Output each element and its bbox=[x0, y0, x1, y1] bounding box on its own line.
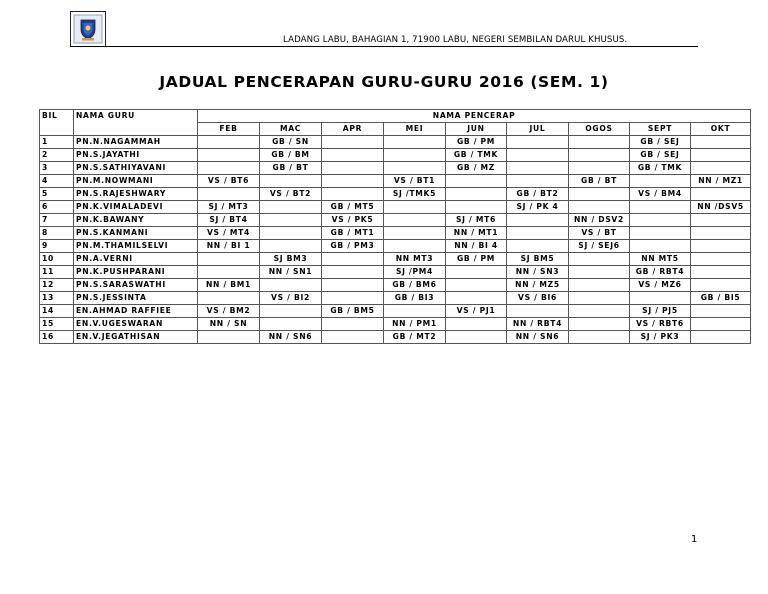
observer-cell: GB / BT2 bbox=[507, 188, 569, 201]
column-header-month: MAC bbox=[260, 123, 322, 136]
observer-cell: NN / SN3 bbox=[507, 266, 569, 279]
observer-cell: NN / PM1 bbox=[384, 318, 446, 331]
observer-cell bbox=[322, 279, 384, 292]
observer-cell bbox=[691, 136, 751, 149]
observer-cell bbox=[691, 227, 751, 240]
teacher-name-cell: PN.K.BAWANY bbox=[74, 214, 198, 227]
row-number-cell: 16 bbox=[40, 331, 74, 344]
observer-cell: VS / BM4 bbox=[630, 188, 691, 201]
observer-cell bbox=[630, 214, 691, 227]
observer-cell: SJ / PK 4 bbox=[507, 201, 569, 214]
table-row bbox=[40, 162, 751, 175]
table-row bbox=[40, 266, 751, 279]
observer-cell: VS / PK5 bbox=[322, 214, 384, 227]
column-header-month: MEI bbox=[384, 123, 446, 136]
observer-cell: SJ / MT6 bbox=[446, 214, 507, 227]
teacher-name-cell: PN.S.RAJESHWARY bbox=[74, 188, 198, 201]
observer-cell: VS / MZ6 bbox=[630, 279, 691, 292]
row-number-cell: 12 bbox=[40, 279, 74, 292]
observer-cell bbox=[446, 201, 507, 214]
observer-cell bbox=[198, 162, 260, 175]
observer-cell: VS / BI2 bbox=[260, 292, 322, 305]
teacher-name-cell: EN.AHMAD RAFFIEE bbox=[74, 305, 198, 318]
observer-cell: NN MT5 bbox=[630, 253, 691, 266]
observer-cell: SJ / SEJ6 bbox=[569, 240, 630, 253]
observer-cell bbox=[446, 266, 507, 279]
observer-cell bbox=[198, 266, 260, 279]
observer-cell bbox=[691, 188, 751, 201]
teacher-name-cell: PN.K.VIMALADEVI bbox=[74, 201, 198, 214]
observer-cell bbox=[569, 201, 630, 214]
observer-cell bbox=[507, 227, 569, 240]
observer-cell bbox=[691, 240, 751, 253]
row-number-cell: 8 bbox=[40, 227, 74, 240]
observer-cell: SJ BM5 bbox=[507, 253, 569, 266]
observer-cell bbox=[691, 318, 751, 331]
column-header-name: NAMA GURU bbox=[74, 110, 198, 136]
observer-cell: GB / BI5 bbox=[691, 292, 751, 305]
row-number-cell: 15 bbox=[40, 318, 74, 331]
observer-cell bbox=[569, 292, 630, 305]
observer-cell bbox=[630, 175, 691, 188]
observer-cell: NN / BI 4 bbox=[446, 240, 507, 253]
row-number-cell: 13 bbox=[40, 292, 74, 305]
column-header-group: NAMA PENCERAP bbox=[198, 110, 751, 123]
observer-cell bbox=[384, 240, 446, 253]
observer-cell bbox=[322, 162, 384, 175]
observer-cell bbox=[569, 266, 630, 279]
row-number-cell: 11 bbox=[40, 266, 74, 279]
teacher-name-cell: PN.S.JESSINTA bbox=[74, 292, 198, 305]
table-row bbox=[40, 175, 751, 188]
teacher-name-cell: PN.M.THAMILSELVI bbox=[74, 240, 198, 253]
observer-cell: NN / BM1 bbox=[198, 279, 260, 292]
teacher-name-cell: PN.S.SARASWATHI bbox=[74, 279, 198, 292]
observer-cell bbox=[691, 266, 751, 279]
observer-cell bbox=[691, 305, 751, 318]
observer-cell: NN / MT1 bbox=[446, 227, 507, 240]
school-crest-logo bbox=[70, 11, 106, 47]
column-header-month: OGOS bbox=[569, 123, 630, 136]
observer-cell bbox=[198, 149, 260, 162]
observer-cell bbox=[384, 214, 446, 227]
observer-cell: SJ /PM4 bbox=[384, 266, 446, 279]
observer-cell bbox=[322, 175, 384, 188]
observer-cell bbox=[507, 162, 569, 175]
observer-cell bbox=[507, 136, 569, 149]
observer-cell bbox=[446, 279, 507, 292]
header-divider bbox=[70, 46, 698, 47]
row-number-cell: 9 bbox=[40, 240, 74, 253]
row-number-cell: 6 bbox=[40, 201, 74, 214]
observer-cell: NN / SN bbox=[198, 318, 260, 331]
observer-cell: GB / TMK bbox=[446, 149, 507, 162]
table-body bbox=[40, 136, 751, 344]
row-number-cell: 5 bbox=[40, 188, 74, 201]
observer-cell: SJ /TMK5 bbox=[384, 188, 446, 201]
column-header-month: JUN bbox=[446, 123, 507, 136]
observer-cell bbox=[384, 136, 446, 149]
page-number: 1 bbox=[691, 534, 698, 545]
observer-cell: GB / SEJ bbox=[630, 136, 691, 149]
observer-cell bbox=[507, 240, 569, 253]
observer-cell bbox=[384, 305, 446, 318]
observer-cell: NN / RBT4 bbox=[507, 318, 569, 331]
observer-cell: GB / MT2 bbox=[384, 331, 446, 344]
observer-cell bbox=[260, 175, 322, 188]
observer-cell: NN / SN1 bbox=[260, 266, 322, 279]
teacher-name-cell: PN.K.PUSHPARANI bbox=[74, 266, 198, 279]
observer-cell bbox=[446, 318, 507, 331]
table-row bbox=[40, 292, 751, 305]
observer-cell bbox=[260, 227, 322, 240]
table-row bbox=[40, 331, 751, 344]
table-row bbox=[40, 201, 751, 214]
observer-cell bbox=[630, 240, 691, 253]
table-row bbox=[40, 240, 751, 253]
observer-cell: GB / BM bbox=[260, 149, 322, 162]
observer-cell: GB / SN bbox=[260, 136, 322, 149]
observer-cell bbox=[260, 201, 322, 214]
observer-cell: GB / MT1 bbox=[322, 227, 384, 240]
observer-cell bbox=[630, 227, 691, 240]
teacher-name-cell: PN.S.SATHIYAVANI bbox=[74, 162, 198, 175]
observer-cell bbox=[507, 214, 569, 227]
observer-cell: GB / TMK bbox=[630, 162, 691, 175]
observer-cell bbox=[507, 305, 569, 318]
column-header-month: SEPT bbox=[630, 123, 691, 136]
observer-cell: GB / MT5 bbox=[322, 201, 384, 214]
observer-cell bbox=[569, 188, 630, 201]
page-title: JADUAL PENCERAPAN GURU-GURU 2016 (SEM. 1) bbox=[159, 73, 609, 91]
observer-cell bbox=[569, 149, 630, 162]
table-row bbox=[40, 279, 751, 292]
row-number-cell: 10 bbox=[40, 253, 74, 266]
column-header-month: FEB bbox=[198, 123, 260, 136]
row-number-cell: 7 bbox=[40, 214, 74, 227]
table-header-row bbox=[40, 110, 751, 123]
observer-cell bbox=[691, 279, 751, 292]
observer-cell bbox=[260, 318, 322, 331]
observer-cell bbox=[198, 331, 260, 344]
observer-cell: GB / BT bbox=[260, 162, 322, 175]
observer-cell bbox=[446, 175, 507, 188]
observer-cell: GB / PM3 bbox=[322, 240, 384, 253]
observer-cell: SJ / BT4 bbox=[198, 214, 260, 227]
observer-cell bbox=[569, 136, 630, 149]
teacher-name-cell: PN.S.KANMANI bbox=[74, 227, 198, 240]
observer-cell: VS / BM2 bbox=[198, 305, 260, 318]
observer-cell bbox=[322, 318, 384, 331]
observer-cell bbox=[322, 149, 384, 162]
observer-cell bbox=[384, 201, 446, 214]
observer-cell: NN MT3 bbox=[384, 253, 446, 266]
observer-cell: VS / BT2 bbox=[260, 188, 322, 201]
teacher-name-cell: PN.S.JAYATHI bbox=[74, 149, 198, 162]
observer-cell bbox=[198, 253, 260, 266]
observer-cell: NN / MZ1 bbox=[691, 175, 751, 188]
observer-cell: GB / BM6 bbox=[384, 279, 446, 292]
observer-cell: NN / DSV2 bbox=[569, 214, 630, 227]
observer-cell bbox=[322, 136, 384, 149]
observer-cell bbox=[198, 136, 260, 149]
observer-cell: VS / BT1 bbox=[384, 175, 446, 188]
observer-cell bbox=[384, 162, 446, 175]
observer-cell bbox=[384, 227, 446, 240]
observer-cell bbox=[198, 188, 260, 201]
observer-cell: NN / SN6 bbox=[507, 331, 569, 344]
teacher-name-cell: PN.A.VERNI bbox=[74, 253, 198, 266]
observer-cell: GB / BI3 bbox=[384, 292, 446, 305]
observer-cell bbox=[569, 279, 630, 292]
observer-cell bbox=[322, 253, 384, 266]
observer-cell: NN /DSV5 bbox=[691, 201, 751, 214]
observer-cell bbox=[322, 266, 384, 279]
column-header-month: JUL bbox=[507, 123, 569, 136]
observer-cell bbox=[446, 188, 507, 201]
observer-cell: SJ BM3 bbox=[260, 253, 322, 266]
observer-cell: GB / PM bbox=[446, 136, 507, 149]
observer-cell bbox=[569, 253, 630, 266]
observer-cell bbox=[260, 279, 322, 292]
teacher-name-cell: EN.V.UGESWARAN bbox=[74, 318, 198, 331]
observer-cell: GB / RBT4 bbox=[630, 266, 691, 279]
teacher-name-cell: EN.V.JEGATHISAN bbox=[74, 331, 198, 344]
observation-schedule-table bbox=[39, 109, 751, 344]
observer-cell: GB / MZ bbox=[446, 162, 507, 175]
column-header-month: OKT bbox=[691, 123, 751, 136]
observer-cell bbox=[446, 331, 507, 344]
observer-cell: SJ / PK3 bbox=[630, 331, 691, 344]
observer-cell: NN / SN6 bbox=[260, 331, 322, 344]
observer-cell bbox=[260, 214, 322, 227]
observer-cell: VS / PJ1 bbox=[446, 305, 507, 318]
observer-cell: NN / MZ5 bbox=[507, 279, 569, 292]
table-row bbox=[40, 305, 751, 318]
observer-cell: VS / BT bbox=[569, 227, 630, 240]
row-number-cell: 14 bbox=[40, 305, 74, 318]
observer-cell: GB / BM5 bbox=[322, 305, 384, 318]
observer-cell: SJ / PJ5 bbox=[630, 305, 691, 318]
observer-cell bbox=[507, 175, 569, 188]
observer-cell bbox=[384, 149, 446, 162]
observer-cell: SJ / MT3 bbox=[198, 201, 260, 214]
teacher-name-cell: PN.N.NAGAMMAH bbox=[74, 136, 198, 149]
row-number-cell: 4 bbox=[40, 175, 74, 188]
observer-cell bbox=[691, 162, 751, 175]
observer-cell bbox=[322, 331, 384, 344]
observer-cell: NN / BI 1 bbox=[198, 240, 260, 253]
observer-cell: VS / BT6 bbox=[198, 175, 260, 188]
school-address: LADANG LABU, BAHAGIAN 1, 71900 LABU, NEGERI SEMBILAN DARUL KHUSUS. bbox=[283, 35, 628, 45]
observer-cell bbox=[569, 318, 630, 331]
observer-cell bbox=[569, 162, 630, 175]
observer-cell bbox=[630, 292, 691, 305]
observer-cell bbox=[691, 253, 751, 266]
observer-cell bbox=[691, 149, 751, 162]
observer-cell bbox=[322, 292, 384, 305]
observer-cell bbox=[260, 305, 322, 318]
row-number-cell: 2 bbox=[40, 149, 74, 162]
observer-cell: VS / MT4 bbox=[198, 227, 260, 240]
observer-cell bbox=[691, 214, 751, 227]
table-row bbox=[40, 214, 751, 227]
table-row bbox=[40, 318, 751, 331]
observer-cell: VS / BI6 bbox=[507, 292, 569, 305]
observer-cell: GB / PM bbox=[446, 253, 507, 266]
observer-cell bbox=[260, 240, 322, 253]
observer-cell bbox=[322, 188, 384, 201]
column-header-bil: BIL bbox=[40, 110, 74, 136]
observer-cell: VS / RBT6 bbox=[630, 318, 691, 331]
observer-cell bbox=[630, 201, 691, 214]
table-row bbox=[40, 227, 751, 240]
table-row bbox=[40, 149, 751, 162]
table-row bbox=[40, 188, 751, 201]
observer-cell bbox=[691, 331, 751, 344]
row-number-cell: 1 bbox=[40, 136, 74, 149]
observer-cell bbox=[569, 305, 630, 318]
school-crest-icon bbox=[73, 14, 103, 44]
observer-cell bbox=[507, 149, 569, 162]
column-header-month: APR bbox=[322, 123, 384, 136]
observer-cell bbox=[446, 292, 507, 305]
observer-cell bbox=[198, 292, 260, 305]
teacher-name-cell: PN.M.NOWMANI bbox=[74, 175, 198, 188]
row-number-cell: 3 bbox=[40, 162, 74, 175]
observer-cell: GB / BT bbox=[569, 175, 630, 188]
observer-cell bbox=[569, 331, 630, 344]
table-row bbox=[40, 136, 751, 149]
observer-cell: GB / SEJ bbox=[630, 149, 691, 162]
table-row bbox=[40, 253, 751, 266]
